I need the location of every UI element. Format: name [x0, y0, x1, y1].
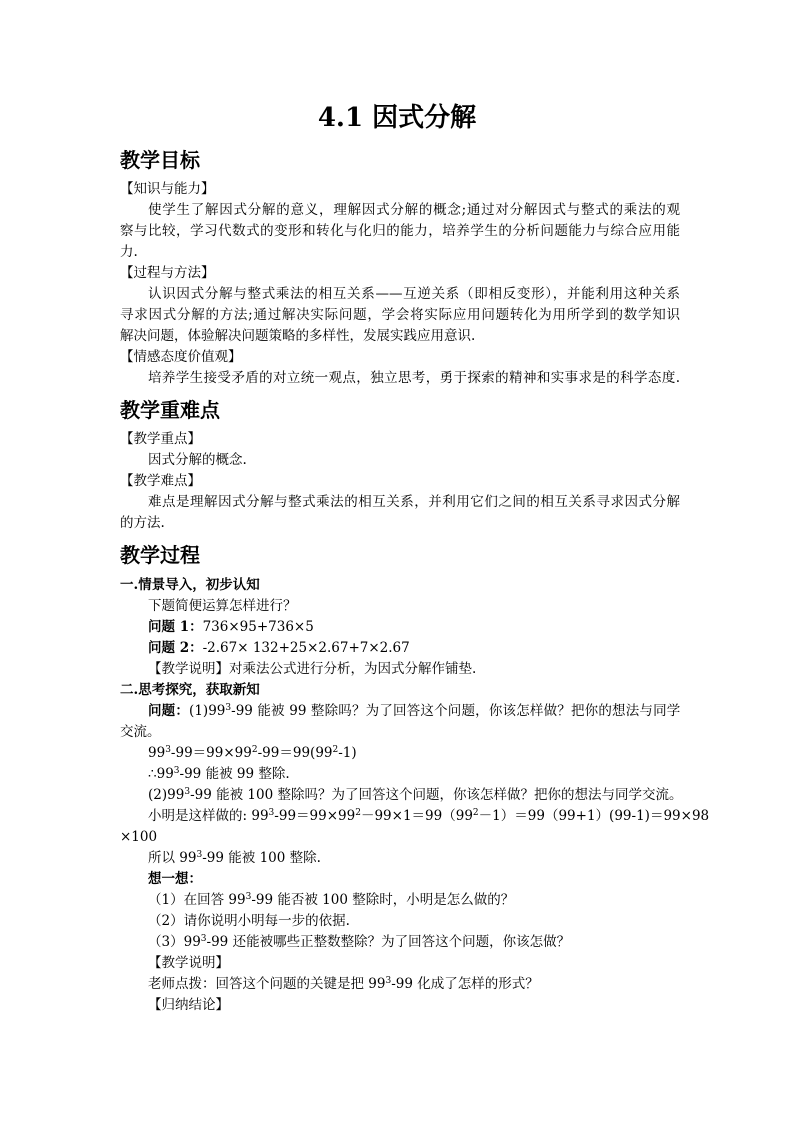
difficulty-line-1: 难点是理解因式分解与整式乘法的相互关系，并利用它们之间的相互关系寻求因式分解 [148, 494, 680, 510]
page-title: 4.1 因式分解 [317, 103, 477, 133]
question-2 [148, 638, 680, 659]
think-label: 想一想： [148, 871, 202, 887]
knowledge-line-1: 使学生了解因式分解的意义，理解因式分解的概念;通过对分解因式与整式的乘法的观 [148, 202, 680, 218]
process-line-2: 寻求因式分解的方法;通过解决实际问题，学会将实际应用问题转化为用所学到的数学知识 [120, 307, 680, 323]
part2-question-line-2: 交流。 [120, 724, 161, 740]
teaching-note-1: 【教学说明】对乘法公式进行分析，为因式分解作铺垫. [148, 661, 477, 677]
part2-question-text: $(1)99^3-99$ 能被 99 整除吗？为了回答这个问题，你该怎样做？把你的想法与同学 [189, 703, 681, 719]
part2-question-line-1 [148, 701, 680, 722]
process-line-3: 解决问题，体验解决问题策略的多样性，发展实践应用意识. [120, 328, 476, 344]
question-100: $(2)99^3-99$ 能被 100 整除吗？为了回答这个问题，你该怎样做？把你的想法与同学交流。 [148, 787, 683, 803]
knowledge-label: 【知识与能力】 [120, 181, 215, 197]
knowledge-line-3: 力. [120, 244, 138, 260]
process-line-1: 认识因式分解与整式乘法的相互关系——互逆关系（即相反变形），并能利用这种关系 [148, 286, 680, 302]
question-2-text: -2.67× 132+25×2.67+7×2.67 [202, 640, 410, 656]
think-item-3: $(3)99^3-99$ 还能被哪些正整数整除？为了回答这个问题，你该怎做？ [148, 934, 571, 950]
part1-intro: 下题简便运算怎样进行？ [148, 598, 297, 614]
process-heading: 教学过程 [120, 543, 200, 567]
equation-1: $99^3-99=99\times 99^2-99=99(99^2-1)$ [148, 745, 357, 761]
think-item-2: （2）请你说明小明每一步的依据. [148, 913, 350, 929]
difficulty-label: 【教学难点】 [120, 473, 201, 489]
xiaoming-line-2: ×100 [120, 829, 158, 845]
teacher-tip: 老师点拨：回答这个问题的关键是把 $99^3-99$ 化成了怎样的形式？ [148, 976, 539, 992]
goals-heading: 教学目标 [120, 148, 200, 172]
process-label: 【过程与方法】 [120, 265, 215, 281]
part2-question-label: 问题： [148, 703, 190, 719]
xiaoming-conclusion: 所以 $99^3-99$ 能被 100 整除. [148, 850, 321, 866]
xiaoming-line-1: 小明是这样做的: $99^3-99=99\times 99^2-99\times 1=99(99^2-1)=99(99+1)(99-1)=99\times 98$ [148, 808, 710, 824]
part2-title: 二.思考探究，获取新知 [120, 682, 260, 698]
key-label: 【教学重点】 [120, 431, 201, 447]
key-text: 因式分解的概念. [148, 452, 247, 468]
attitude-line: 培养学生接受矛盾的对立统一观点，独立思考，勇于探索的精神和实事求是的科学态度. [148, 370, 680, 386]
keypoints-heading: 教学重难点 [120, 398, 220, 422]
think-item-1: （1）在回答 $99^3-99$ 能否被 100 整除时，小明是怎么做的？ [148, 892, 515, 908]
part1-title: 一.情景导入，初步认知 [120, 577, 260, 593]
teaching-note-2-label: 【教学说明】 [148, 955, 229, 971]
equation-1-conclusion: $\therefore 99^3-99$ 能被 99 整除. [148, 766, 290, 782]
difficulty-line-2: 的方法. [120, 515, 165, 531]
question-1-label: 问题 1： [148, 619, 203, 635]
attitude-label: 【情感态度价值观】 [120, 349, 242, 365]
knowledge-line-2: 察与比较，学习代数式的变形和转化与化归的能力，培养学生的分析问题能力与综合应用能 [120, 223, 680, 239]
question-1-text: 736×95+736×5 [202, 619, 314, 635]
question-2-label: 问题 2： [148, 640, 203, 656]
conclusion-label: 【归纳结论】 [148, 997, 229, 1013]
question-1 [148, 617, 680, 638]
